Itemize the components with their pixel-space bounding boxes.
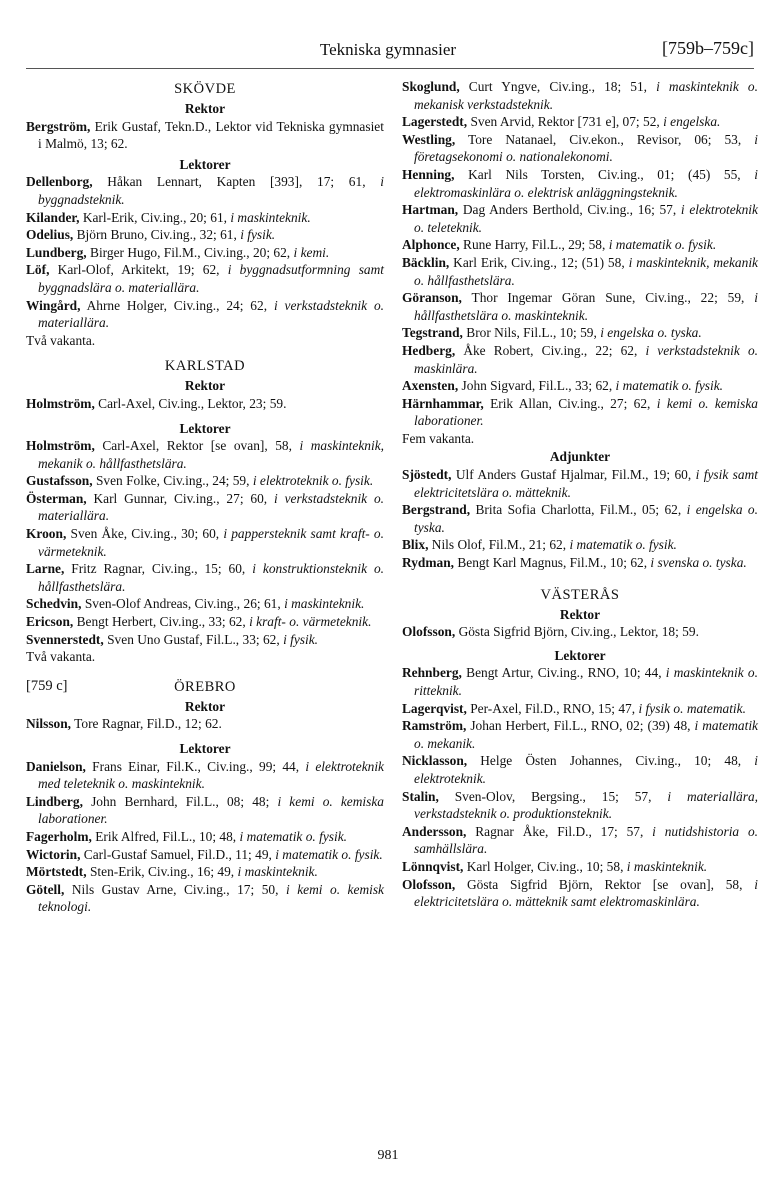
staff-name: Nicklasson,	[402, 753, 468, 769]
staff-name: Olofsson,	[402, 624, 456, 640]
staff-subject: i matematik o. fysik.	[608, 237, 717, 253]
staff-subject: i matematik o. fysik.	[569, 537, 677, 553]
staff-details: Gösta Sigfrid Björn, Rektor [se ovan], 58,	[466, 876, 743, 892]
staff-entry	[26, 261, 384, 296]
staff-name: Bäcklin,	[402, 254, 450, 270]
staff-name: Andersson,	[402, 823, 467, 839]
staff-entry	[26, 297, 384, 332]
staff-name: Holmström,	[26, 395, 95, 411]
staff-entry	[26, 490, 384, 525]
staff-name: Skoglund,	[402, 79, 460, 94]
staff-subject: i maskinteknik, mekanik o. hållfasthetslära.	[38, 438, 384, 471]
staff-details: Gösta Sigfrid Björn, Civ.ing., Lektor, 18; 59.	[458, 624, 699, 640]
entry-list	[402, 664, 758, 910]
staff-entry	[402, 289, 758, 324]
section-title-vasteras: VÄSTERÅS	[540, 586, 620, 603]
section-title-skovde: SKÖVDE	[174, 81, 236, 97]
staff-entry	[26, 758, 384, 793]
staff-name: Bergstrand,	[402, 502, 471, 518]
lektorer-heading: Lektorer	[179, 741, 231, 756]
rektor-heading: Rektor	[559, 606, 601, 622]
staff-name: Nilsson,	[26, 716, 72, 732]
staff-entry	[402, 752, 758, 787]
entry-list	[26, 395, 384, 413]
staff-subject: i elektroteknik med teleteknik o. maskinteknik.	[38, 758, 384, 792]
staff-entry	[26, 118, 384, 153]
staff-details: Dag Anders Berthold, Civ.ing., 16; 57,	[462, 202, 677, 218]
staff-subject: i maskinteknik.	[230, 209, 311, 225]
staff-subject: i företagsekonomi o. nationalekonomi.	[414, 131, 758, 165]
entry-list	[402, 623, 758, 641]
staff-details: Erik Alfred, Fil.L., 10; 48,	[95, 828, 237, 844]
staff-subject: i maskinteknik o. ritteknik.	[414, 665, 758, 698]
entry-list	[402, 78, 758, 430]
staff-entry	[402, 788, 758, 823]
staff-name: Blix,	[402, 537, 429, 553]
header-range: [759b–759c]	[662, 38, 754, 58]
staff-entry	[402, 324, 758, 342]
staff-name: Holmström,	[26, 438, 95, 454]
staff-details: Tore Natanael, Civ.ekon., Revisor, 06; 53,	[467, 131, 742, 147]
staff-subject: i maskinteknik o. mekanisk verkstadsteknik.	[414, 79, 758, 112]
staff-name: Göranson,	[402, 290, 462, 306]
staff-name: Stalin,	[402, 788, 439, 804]
staff-details: Karl Holger, Civ.ing., 10; 58,	[466, 858, 624, 874]
staff-name: Wingård,	[26, 297, 81, 313]
staff-entry	[402, 466, 758, 501]
staff-entry	[402, 717, 758, 752]
staff-subject: i kemi o. kemiska laborationer.	[38, 793, 384, 827]
right-column	[402, 78, 758, 911]
rektor-heading: Rektor	[184, 101, 226, 116]
staff-details: Ahrne Holger, Civ.ing., 24; 62,	[86, 297, 268, 313]
entry-list	[26, 758, 384, 916]
entry-list	[402, 466, 758, 572]
staff-name: Härnhammar,	[402, 395, 484, 411]
staff-name: Alphonce,	[402, 237, 460, 253]
staff-entry	[402, 201, 758, 236]
staff-details: Sven Uno Gustaf, Fil.L., 33; 62,	[107, 631, 280, 647]
staff-name: Danielson,	[26, 758, 86, 774]
staff-entry	[402, 823, 758, 858]
staff-subject: i kraft- o. värmeteknik.	[249, 614, 372, 630]
staff-entry	[402, 700, 758, 718]
staff-name: Dellenborg,	[26, 174, 93, 190]
staff-name: Gustafsson,	[26, 473, 93, 489]
staff-subject: i byggnadsutformning samt byggnadslära o. materiallära.	[38, 262, 384, 295]
staff-name: Lönnqvist,	[402, 858, 464, 874]
staff-details: Ragnar Åke, Fil.D., 17; 57,	[475, 823, 644, 839]
staff-subject: i materiallära, verkstadsteknik o. produktionsteknik.	[414, 788, 758, 822]
staff-subject: i verkstadsteknik o. materiallära.	[38, 297, 384, 331]
staff-entry	[402, 501, 758, 536]
staff-details: Bror Nils, Fil.L., 10; 59,	[466, 325, 597, 341]
staff-details: Carl-Axel, Civ.ing., Lektor, 23; 59.	[98, 395, 287, 411]
lektorer-heading: Lektorer	[554, 647, 606, 663]
staff-details: Carl-Axel, Rektor [se ovan], 58,	[102, 438, 292, 454]
section-ref: [759 c]	[26, 677, 68, 694]
left-column	[26, 78, 384, 916]
staff-details: Erik Allan, Civ.ing., 27; 62,	[490, 395, 651, 411]
staff-subject: i hållfasthetslära o. maskinteknik.	[414, 290, 758, 323]
staff-name: Rehnberg,	[402, 665, 462, 681]
staff-subject: i elektricitetslära o. mätteknik samt elektromaskinlära.	[414, 876, 758, 910]
staff-entry	[26, 395, 384, 413]
staff-entry	[402, 623, 758, 641]
staff-subject: i fysik samt elektricitetslära o. mätteknik.	[414, 467, 758, 500]
staff-entry	[26, 613, 384, 631]
lektorer-heading: Lektorer	[179, 156, 231, 172]
staff-entry	[26, 226, 384, 244]
staff-entry	[26, 560, 384, 595]
section-title-orebro: ÖREBRO	[174, 678, 236, 695]
staff-name: Kroon,	[26, 526, 67, 542]
staff-name: Ericson,	[26, 614, 74, 630]
staff-name: Fagerholm,	[26, 828, 92, 844]
vacancy-note: Två vakanta.	[26, 649, 96, 665]
staff-entry	[402, 664, 758, 699]
staff-name: Kilander,	[26, 209, 80, 225]
staff-entry	[26, 863, 384, 881]
vacancy-note: Fem vakanta.	[402, 430, 475, 446]
staff-subject: i maskinteknik.	[237, 864, 318, 880]
staff-name: Axensten,	[402, 378, 459, 394]
staff-entry	[26, 793, 384, 828]
staff-subject: i elektroteknik o. fysik.	[252, 473, 374, 489]
staff-name: Sjöstedt,	[402, 467, 452, 483]
staff-entry	[402, 377, 758, 395]
staff-entry	[26, 715, 384, 733]
staff-entry	[26, 846, 384, 864]
staff-details: Bengt Karl Magnus, Fil.M., 10; 62,	[457, 555, 648, 571]
staff-entry	[26, 472, 384, 490]
staff-subject: i engelska o. tyska.	[600, 325, 702, 341]
staff-entry	[402, 876, 758, 911]
staff-details: Sven-Olof Andreas, Civ.ing., 26; 61,	[84, 596, 281, 612]
staff-details: Carl-Gustaf Samuel, Fil.D., 11; 49,	[83, 846, 272, 862]
page-number: 981	[377, 1148, 399, 1163]
staff-details: John Bernhard, Fil.L., 08; 48;	[91, 793, 270, 809]
staff-subject: i matematik o. mekanik.	[414, 718, 758, 751]
vacancy-note: Två vakanta.	[26, 332, 96, 348]
staff-subject: i matematik o. fysik.	[275, 846, 383, 862]
header-title: Tekniska gymnasier	[319, 40, 457, 59]
staff-details: Sven-Olov, Bergsing., 15; 57,	[454, 788, 652, 804]
staff-name: Österman,	[26, 490, 87, 506]
staff-details: Karl-Erik, Civ.ing., 20; 61,	[82, 209, 227, 225]
staff-entry	[26, 631, 384, 649]
staff-subject: i svenska o. tyska.	[650, 555, 747, 571]
staff-name: Götell,	[26, 881, 65, 897]
staff-details: Sven Åke, Civ.ing., 30; 60,	[70, 526, 220, 542]
staff-entry	[402, 395, 758, 430]
staff-entry	[402, 131, 758, 166]
staff-entry	[402, 858, 758, 876]
staff-name: Mörtstedt,	[26, 864, 87, 880]
staff-subject: i kemi o. kemisk teknologi.	[38, 881, 384, 915]
staff-details: Håkan Lennart, Kapten [393], 17; 61,	[107, 174, 366, 190]
staff-details: Sten-Erik, Civ.ing., 16; 49,	[89, 864, 235, 880]
staff-entry	[26, 525, 384, 560]
staff-details: Erik Gustaf, Tekn.D., Lektor vid Tekniska gymnasiet i Malmö, 13; 62.	[38, 118, 384, 152]
staff-name: Lindberg,	[26, 793, 83, 809]
staff-name: Westling,	[402, 131, 456, 147]
staff-entry	[26, 437, 384, 472]
rektor-heading: Rektor	[184, 378, 226, 394]
staff-name: Bergström,	[26, 118, 91, 134]
staff-subject: i fysik.	[283, 631, 319, 647]
header-divider	[26, 68, 754, 69]
staff-name: Hartman,	[402, 202, 459, 218]
staff-entry	[26, 244, 384, 262]
staff-details: Karl Gunnar, Civ.ing., 27; 60,	[93, 490, 268, 506]
staff-entry	[402, 78, 758, 113]
staff-subject: i verkstadsteknik o. maskinlära.	[414, 342, 758, 376]
entry-list	[26, 437, 384, 648]
staff-subject: i kemi.	[293, 244, 330, 260]
staff-subject: i matematik o. fysik.	[239, 828, 347, 844]
rektor-heading: Rektor	[184, 698, 226, 714]
staff-name: Olofsson,	[402, 876, 456, 892]
staff-details: Rune Harry, Fil.L., 29; 58,	[463, 237, 606, 253]
staff-entry	[26, 828, 384, 846]
staff-subject: i matematik o. fysik.	[615, 378, 724, 394]
staff-subject: i elektromaskinlära o. elektrisk anläggningsteknik.	[414, 166, 758, 200]
staff-name: Lagerstedt,	[402, 114, 468, 130]
staff-entry	[26, 173, 384, 208]
staff-name: Henning,	[402, 166, 455, 182]
staff-details: Bengt Artur, Civ.ing., RNO, 10; 44,	[466, 665, 662, 681]
staff-subject: i maskinteknik, mekanik o. hållfasthetslära.	[414, 254, 758, 288]
staff-details: Björn Bruno, Civ.ing., 32; 61,	[76, 227, 237, 243]
staff-subject: i byggnadsteknik.	[38, 174, 384, 207]
staff-entry	[402, 113, 758, 131]
staff-details: Tore Ragnar, Fil.D., 12; 62.	[74, 716, 222, 732]
lektorer-heading: Lektorer	[179, 420, 231, 436]
staff-entry	[402, 166, 758, 201]
staff-name: Svennerstedt,	[26, 631, 104, 647]
staff-details: Curt Yngve, Civ.ing., 18; 51,	[468, 79, 648, 94]
staff-subject: i elektroteknik.	[414, 753, 758, 786]
staff-details: Brita Sofia Charlotta, Fil.M., 05; 62,	[475, 502, 682, 518]
adjunkter-heading: Adjunkter	[549, 449, 611, 465]
section-title-karlstad: KARLSTAD	[164, 358, 246, 375]
staff-entry	[26, 881, 384, 916]
staff-name: Larne,	[26, 561, 65, 577]
entry-list	[26, 173, 384, 331]
staff-name: Ramström,	[402, 718, 467, 734]
staff-subject: i fysik.	[240, 227, 276, 243]
staff-subject: i maskinteknik.	[284, 596, 365, 612]
staff-details: Birger Hugo, Fil.M., Civ.ing., 20; 62,	[90, 244, 291, 260]
staff-details: Helge Östen Johannes, Civ.ing., 10; 48,	[480, 753, 742, 769]
staff-details: Ulf Anders Gustaf Hjalmar, Fil.M., 19; 60,	[455, 467, 692, 483]
orebro-title-row	[26, 678, 384, 697]
staff-entry	[26, 209, 384, 227]
staff-name: Löf,	[26, 262, 50, 278]
staff-name: Rydman,	[402, 555, 454, 571]
staff-details: Nils Gustav Arne, Civ.ing., 17; 50,	[71, 881, 279, 897]
staff-name: Lundberg,	[26, 244, 87, 260]
staff-entry	[26, 595, 384, 613]
staff-details: Sven Arvid, Rektor [731 e], 07; 52,	[470, 114, 660, 130]
staff-entry	[402, 554, 758, 572]
staff-name: Wictorin,	[26, 846, 81, 862]
staff-details: Åke Robert, Civ.ing., 22; 62,	[463, 342, 638, 358]
staff-name: Schedvin,	[26, 596, 82, 612]
entry-list	[26, 715, 384, 733]
entry-list	[26, 118, 384, 153]
staff-subject: i engelska o. tyska.	[414, 502, 758, 535]
staff-details: Frans Einar, Fil.K., Civ.ing., 99; 44,	[92, 758, 300, 774]
staff-details: Nils Olof, Fil.M., 21; 62,	[431, 537, 567, 553]
staff-details: John Sigvard, Fil.L., 33; 62,	[461, 378, 613, 394]
staff-details: Per-Axel, Fil.D., RNO, 15; 47,	[470, 700, 636, 716]
staff-subject: i engelska.	[663, 114, 721, 130]
staff-details: Thor Ingemar Göran Sune, Civ.ing., 22; 59,	[471, 290, 745, 306]
staff-entry	[402, 536, 758, 554]
staff-subject: i nutidshistoria o. samhällslära.	[414, 823, 759, 857]
staff-name: Odelius,	[26, 227, 74, 243]
staff-name: Lagerqvist,	[402, 700, 467, 716]
staff-entry	[402, 236, 758, 254]
staff-subject: i elektroteknik o. teleteknik.	[414, 202, 758, 235]
staff-subject: i fysik o. matematik.	[638, 700, 746, 716]
staff-name: Tegstrand,	[402, 325, 463, 341]
staff-details: Bengt Herbert, Civ.ing., 33; 62,	[76, 614, 246, 630]
staff-details: Karl-Olof, Arkitekt, 19; 62,	[57, 262, 220, 278]
staff-name: Hedberg,	[402, 342, 456, 358]
staff-details: Sven Folke, Civ.ing., 24; 59,	[95, 473, 250, 489]
staff-subject: i maskinteknik.	[626, 858, 708, 874]
staff-subject: i pappersteknik samt kraft- o. värmeteknik.	[38, 526, 384, 559]
staff-subject: i verkstadsteknik o. materiallära.	[38, 490, 385, 524]
staff-details: Fritz Ragnar, Civ.ing., 15; 60,	[71, 561, 246, 577]
staff-subject: i kemi o. kemiska laborationer.	[414, 395, 758, 429]
staff-entry	[402, 342, 758, 377]
staff-details: Karl Erik, Civ.ing., 12; (51) 58,	[453, 254, 625, 270]
staff-subject: i konstruktionsteknik o. hållfasthetslära.	[38, 561, 385, 594]
staff-details: Karl Nils Torsten, Civ.ing., 01; (45) 55,	[468, 166, 741, 182]
staff-details: Johan Herbert, Fil.L., RNO, 02; (39) 48,	[470, 718, 691, 734]
staff-entry	[402, 254, 758, 289]
